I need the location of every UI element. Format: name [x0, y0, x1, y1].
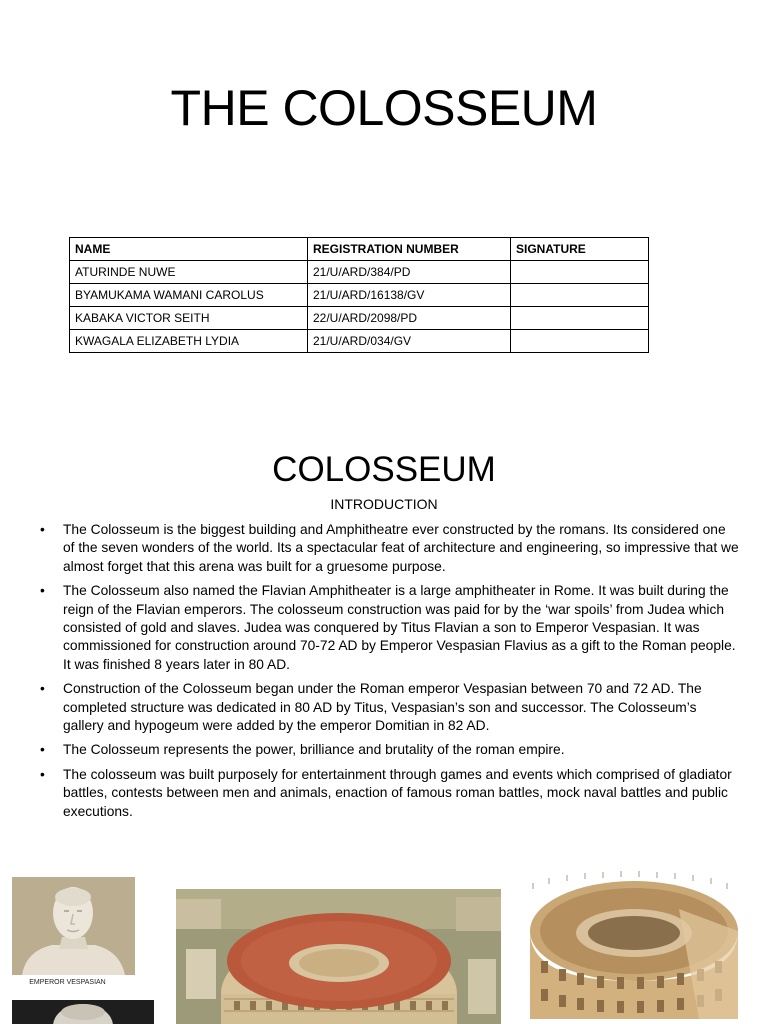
main-title: THE COLOSSEUM — [170, 80, 598, 136]
member-signature — [511, 261, 649, 284]
bullet-dot: • — [40, 681, 45, 697]
member-signature — [511, 284, 649, 307]
member-name: KWAGALA ELIZABETH LYDIA — [70, 330, 308, 353]
table-row — [70, 284, 649, 307]
table-row — [70, 261, 649, 284]
list-item-text: The Colosseum also named the Flavian Amphitheater is a large amphitheater in Rome. It was built during the reign of the Flavian emperors. The colosseum construction was paid for by the ‘war spoils’ from Judea which consisted of gold and slaves. Judea was conquered by Titus Flavian a son to Emperor Vespasian. It was commissioned for construction around 70-72 AD by Emperor Vespasian Flavius as a gift to the Roman people. It was finished 8 years later in 80 AD. — [63, 583, 736, 672]
list-item-text: The colosseum was built purposely for entertainment through games and events which comprised of gladiator battles, contests between men and animals, enaction of famous roman battles, mock naval battles and public executions. — [63, 766, 732, 819]
member-registration: 21/U/ARD/384/PD — [308, 261, 511, 284]
list-item — [40, 741, 740, 759]
table-header-row — [70, 238, 649, 261]
header-signature: SIGNATURE — [511, 238, 649, 261]
bust-caption: EMPEROR VESPASIAN — [29, 979, 106, 986]
member-registration: 22/U/ARD/2098/PD — [308, 307, 511, 330]
member-name: KABAKA VICTOR SEITH — [70, 307, 308, 330]
bullet-dot: • — [40, 522, 45, 537]
member-registration: 21/U/ARD/034/GV — [308, 330, 511, 353]
list-item — [40, 521, 740, 576]
member-signature — [511, 330, 649, 353]
list-item-text: Construction of the Colosseum began under the Roman emperor Vespasian between 70 and 72 AD. The completed structure was dedicated in 80 AD by Titus, Vespasian’s son and successor. The Colosseum’s gallery and hypogeum were added by the emperor Domitian in 82 AD. — [63, 681, 702, 734]
bullet-dot: • — [40, 742, 45, 758]
header-name: NAME — [70, 238, 308, 261]
bullet-dot: • — [40, 583, 45, 599]
colosseum-aerial-image — [176, 889, 501, 1024]
member-signature — [511, 307, 649, 330]
list-item-text: The Colosseum is the biggest building and Amphitheatre ever constructed by the romans. Its considered one of the seven wonders of the world. Its a spectacular feat of architecture and engineering, so impressive that we almost forget that this arena was built for a gruesome purpose. — [63, 522, 739, 574]
table-row — [70, 307, 649, 330]
members-table — [69, 237, 649, 353]
member-name: ATURINDE NUWE — [70, 261, 308, 284]
header-registration-number: REGISTRATION NUMBER — [308, 238, 511, 261]
list-item — [40, 766, 740, 821]
list-item — [40, 582, 740, 674]
vespasian-bust-image — [12, 877, 135, 975]
table-row — [70, 330, 649, 353]
list-item — [40, 680, 740, 735]
member-registration: 21/U/ARD/16138/GV — [308, 284, 511, 307]
member-name: BYAMUKAMA WAMANI CAROLUS — [70, 284, 308, 307]
section-heading: COLOSSEUM — [272, 450, 496, 489]
section-subheading: INTRODUCTION — [330, 496, 438, 512]
colosseum-cutaway-image — [519, 869, 749, 1024]
bullet-dot: • — [40, 766, 45, 782]
bullet-list — [40, 521, 740, 827]
second-bust-image — [12, 1000, 154, 1024]
list-item-text: The Colosseum represents the power, brilliance and brutality of the roman empire. — [63, 742, 565, 758]
